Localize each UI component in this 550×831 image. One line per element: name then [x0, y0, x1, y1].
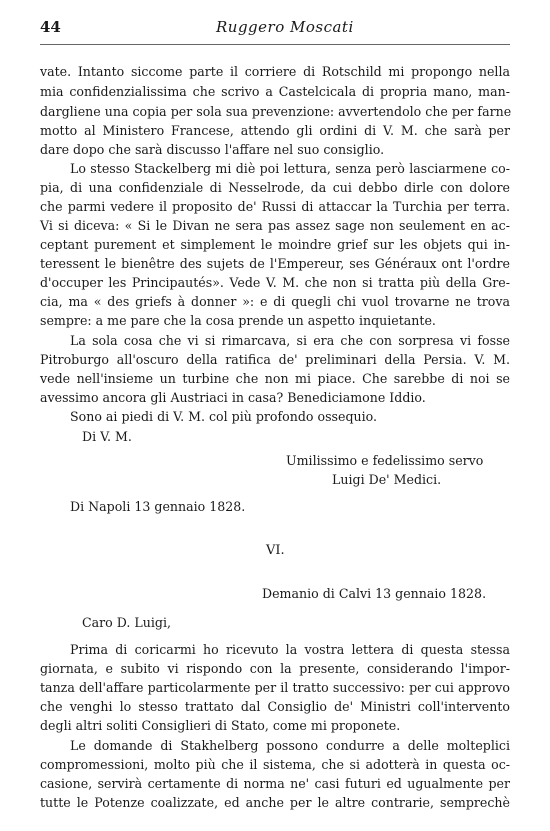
text-line: mia confidenzialissima che scrivo a Castelcicala di propria mano, man- — [40, 84, 510, 99]
closing-di: Di V. M. — [82, 429, 132, 444]
text-line: casione, servirà certamente di norma ne' casi futuri ed ugualmente per — [40, 776, 510, 791]
text-line: Vi si diceva: « Si le Divan ne sera pas assez sage non seulement en ac- — [40, 218, 510, 233]
section-number: VI. — [266, 543, 285, 558]
text-line: teressent le bienêtre des sujets de l'Empereur, ses Généraux ont l'ordre — [40, 256, 510, 271]
text-line: tanza dell'affare particolarmente per il tratto successivo: per cui approvo — [40, 680, 510, 695]
text-line: tutte le Potenze coalizzate, ed anche per le altre contrarie, semprechè — [40, 795, 510, 810]
closing-line: Sono ai piedi di V. M. col più profondo ossequio. — [70, 409, 378, 424]
text-line: giornata, e subito vi rispondo con la presente, considerando l'impor- — [40, 661, 510, 676]
text-line: La sola cosa che vi si rimarcava, si era che con sorpresa vi fosse — [70, 333, 510, 348]
text-line: Le domande di Stakhelberg possono condurre a delle molteplici — [70, 738, 510, 753]
text-line: degli altri soliti Consiglieri di Stato, come mi proponete. — [40, 718, 401, 733]
place-date: Di Napoli 13 gennaio 1828. — [70, 499, 246, 514]
text-line: dare dopo che sarà discusso l'affare nel suo consiglio. — [40, 142, 385, 157]
text-line: d'occuper les Principautés». Vede V. M. che non si tratta più della Gre- — [40, 275, 510, 290]
signature-name: Luigi De' Medici. — [332, 472, 442, 487]
text-line: avessimo ancora gli Austriaci in casa? Benediciamone Iddio. — [40, 390, 426, 405]
salutation: Caro D. Luigi, — [82, 615, 171, 630]
text-line: che parmi vedere il proposito de' Russi di attaccar la Turchia per terra. — [40, 199, 510, 214]
text-line: compromessioni, molto più che il sistema, che si adotterà in questa oc- — [40, 757, 510, 772]
signature-servo: Umilissimo e fedelissimo servo — [286, 453, 484, 468]
header-rule — [40, 44, 510, 45]
text-line: pia, di una confidenziale di Nesselrode, da cui debbo dirle con dolore — [40, 180, 510, 195]
running-title: Ruggero Moscati — [216, 18, 354, 36]
page-header — [40, 18, 510, 44]
text-line: dargliene una copia per sola sua prevenzione: avvertendolo che per farne — [40, 104, 512, 119]
letter-date: Demanio di Calvi 13 gennaio 1828. — [262, 586, 487, 601]
text-line: che venghi lo stesso trattato dal Consiglio de' Ministri coll'intervento — [40, 699, 510, 714]
text-line: motto al Ministero Francese, attendo gli ordini di V. M. che sarà per — [40, 123, 510, 138]
text-line: vede nell'insieme un turbine che non mi piace. Che sarebbe di noi se — [40, 371, 510, 386]
text-line: sempre: a me pare che la cosa prende un aspetto inquietante. — [40, 313, 436, 328]
page-number: 44 — [40, 18, 61, 36]
text-line: Pitroburgo all'oscuro della ratifica de' preliminari della Persia. V. M. — [40, 352, 510, 367]
text-line: Prima di coricarmi ho ricevuto la vostra lettera di questa stessa — [70, 642, 510, 657]
text-line: ceptant purement et simplement le moindre grief sur les objets qui in- — [40, 237, 510, 252]
text-line: Lo stesso Stackelberg mi diè poi lettura, senza però lasciarmene co- — [70, 161, 510, 176]
text-line: cia, ma « des griefs à donner »: e di quegli chi vuol trovarne ne trova — [40, 294, 510, 309]
text-line: vate. Intanto siccome parte il corriere di Rotschild mi propongo nella — [40, 64, 510, 79]
